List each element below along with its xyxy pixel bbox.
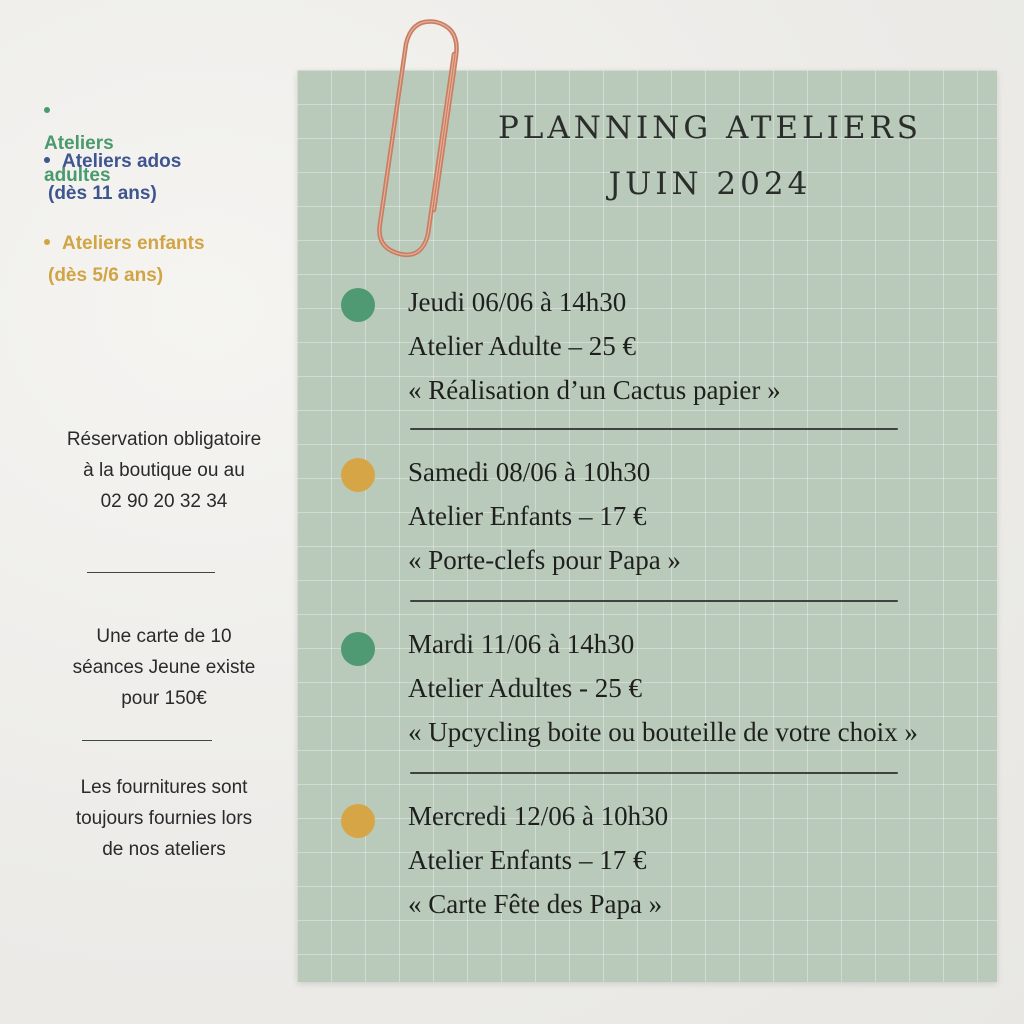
reservation-info: Réservation obligatoire à la boutique ou au 02 90 20 32 34 — [66, 429, 262, 512]
separator — [410, 428, 898, 430]
legend-teens-age: (dès 11 ans) — [48, 183, 157, 204]
legend-item-adults: Ateliers adultes — [44, 96, 114, 192]
category-dot-adults — [341, 288, 375, 322]
legend-item-teens: Ateliers ados (dès 11 ans) — [44, 146, 264, 210]
event-date: Mercredi 12/06 à 10h30 — [408, 801, 669, 831]
divider — [87, 572, 215, 573]
separator — [410, 772, 898, 774]
event-title: « Carte Fête des Papa » — [408, 889, 663, 919]
separator — [410, 600, 898, 602]
event-type: Atelier Adultes - 25 € — [408, 673, 642, 703]
category-dot-kids — [341, 458, 375, 492]
event-type: Atelier Adulte – 25 € — [408, 331, 636, 361]
divider — [82, 740, 212, 741]
event-title: « Porte-clefs pour Papa » — [408, 545, 681, 575]
page-title: PLANNING ATELIERS JUIN 2024 — [497, 110, 923, 202]
bullet-icon — [44, 239, 50, 245]
category-dot-adults — [341, 632, 375, 666]
event-item — [408, 622, 918, 754]
event-item — [408, 450, 681, 582]
event-type: Atelier Enfants – 17 € — [408, 845, 647, 875]
category-dot-kids — [341, 804, 375, 838]
event-date: Mardi 11/06 à 14h30 — [408, 629, 635, 659]
event-date: Jeudi 06/06 à 14h30 — [408, 287, 627, 317]
event-title: « Réalisation d’un Cactus papier » — [408, 375, 781, 405]
legend-kids-age: (dès 5/6 ans) — [48, 265, 164, 286]
event-title: « Upcycling boite ou bouteille de votre choix » — [408, 717, 918, 747]
card-info: Une carte de 10 séances Jeune existe pour 150€ — [72, 626, 256, 709]
event-date: Samedi 08/06 à 10h30 — [408, 457, 651, 487]
bullet-icon — [44, 107, 50, 113]
event-item — [408, 280, 781, 412]
event-item — [408, 794, 668, 926]
supplies-info: Les fournitures sont toujours fournies lors de nos ateliers — [75, 777, 253, 860]
bullet-icon — [44, 157, 50, 163]
legend-item-kids: Ateliers enfants (dès 5/6 ans) — [44, 228, 264, 292]
event-type: Atelier Enfants – 17 € — [408, 501, 647, 531]
